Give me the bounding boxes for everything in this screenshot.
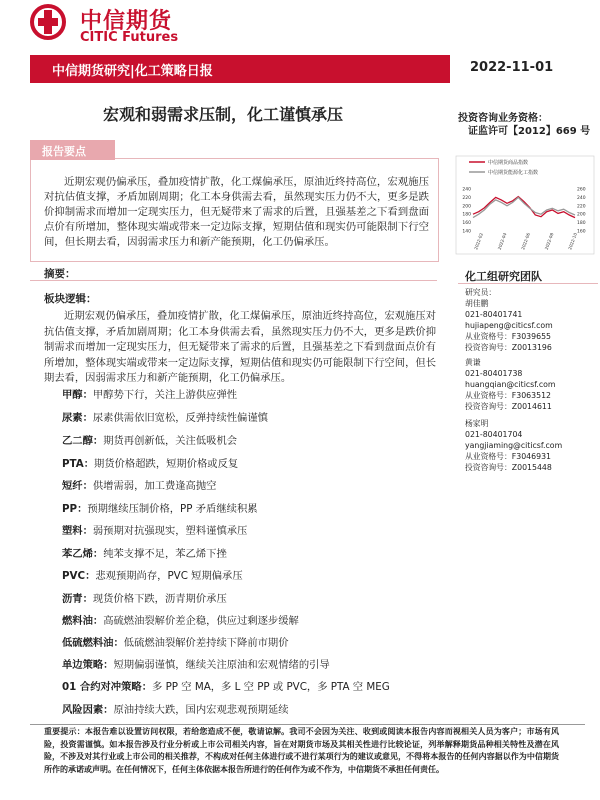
product-name: PTA： bbox=[62, 458, 95, 470]
product-view: 原油持续大跌，国内宏观悲观预期延续 bbox=[113, 704, 289, 716]
y-tick-right: 240 bbox=[577, 195, 586, 201]
product-name: 尿素： bbox=[62, 412, 93, 424]
citic-logo-icon bbox=[30, 4, 66, 40]
product-name: 燃料油： bbox=[62, 615, 104, 627]
product-view: 纯苯支撑不足，苯乙烯下挫 bbox=[103, 548, 227, 560]
product-item bbox=[62, 612, 299, 627]
team-member-line: 从业资格号：F3046931 bbox=[465, 452, 551, 461]
product-name: 沥青： bbox=[62, 593, 93, 605]
product-item bbox=[62, 567, 243, 582]
product-view: 低硫燃油裂解价差持续下降前市期价 bbox=[123, 637, 289, 649]
y-tick-right: 160 bbox=[577, 229, 586, 235]
product-view: 弱预期对抗强现实，塑料谨慎承压 bbox=[92, 525, 248, 537]
product-item bbox=[62, 386, 237, 401]
logo-cn: 中信期货 bbox=[80, 9, 173, 34]
team-member-line: 021-80401738 bbox=[465, 369, 523, 378]
y-tick-left: 160 bbox=[462, 221, 471, 227]
y-tick-right: 260 bbox=[577, 187, 586, 193]
license-number: 证监许可【2012】669 号 bbox=[468, 126, 591, 137]
sector-label: 板块逻辑： bbox=[44, 293, 97, 305]
product-view: 供增需弱，加工费逢高抛空 bbox=[92, 480, 217, 492]
product-item bbox=[62, 477, 216, 492]
qualification-label: 投资咨询业务资格： bbox=[458, 113, 548, 124]
disclaimer: 重要提示：本报告难以设置访问权限，若给您造成不便，敬请谅解。我司不会因为关注、收到或阅读本报告内容而视相关人员为客户；市场有风险，投资需谨慎。如本报告涉及行业分析或上市公司相关内容，旨在对期货市场及其相关性进行比较论证，列举解释期货品种相关特性及潜在风险，不涉及对其行业或上市公司的相关推荐，不构成对任何主体进行或不进行某项行为的建议或意见，不得将本报告的任何内容据以作为中信期货所作的承诺或声明。在任何情况下，任何主体依据本报告所进行的任何作为或不作为，中信期货不承担任何责任。 bbox=[44, 727, 559, 774]
product-name: 塑料： bbox=[62, 525, 93, 537]
team-member-line: 021-80401741 bbox=[465, 310, 523, 319]
x-tick: 2022-10 bbox=[567, 232, 578, 251]
team-member-line: 胡佳鹏 bbox=[465, 299, 489, 308]
product-view: 高硫燃油裂解价差企稳，供应过剩逐步缓解 bbox=[103, 615, 299, 627]
product-item bbox=[62, 678, 390, 693]
team-member-line: hujiapeng@citicsf.com bbox=[465, 321, 553, 330]
team-member-line: huangqian@citicsf.com bbox=[465, 380, 556, 389]
product-item bbox=[62, 701, 289, 716]
team-member-line: 黄谦 bbox=[465, 358, 481, 367]
x-tick: 2022-06 bbox=[520, 232, 531, 251]
team-member-line: 021-80401704 bbox=[465, 430, 523, 439]
product-item bbox=[62, 455, 238, 470]
product-name: PVC： bbox=[62, 570, 96, 582]
product-view: 甲醇势下行，关注上游供应弹性 bbox=[92, 389, 238, 401]
product-item bbox=[62, 500, 258, 515]
y-tick-right: 220 bbox=[577, 204, 586, 210]
product-name: 01 合约对冲策略： bbox=[62, 681, 152, 693]
product-name: 短纤： bbox=[62, 480, 93, 492]
product-name: 风险因素： bbox=[62, 704, 114, 716]
product-name: 乙二醇： bbox=[62, 435, 104, 447]
logo-en: CITIC Futures bbox=[80, 30, 179, 45]
x-tick: 2022-08 bbox=[543, 232, 555, 251]
team-member-line: 从业资格号：F3063512 bbox=[465, 391, 551, 400]
summary-divider bbox=[30, 266, 437, 281]
keypoints-label: 报告要点 bbox=[42, 145, 86, 158]
team-title: 化工组研究团队 bbox=[465, 270, 542, 283]
y-tick-left: 140 bbox=[462, 229, 471, 235]
product-view: 期货价格超跌，短期价格或反复 bbox=[94, 458, 239, 470]
product-item bbox=[62, 409, 268, 424]
banner-title: 中信期货研究|化工策略日报 bbox=[52, 64, 213, 79]
product-view: 尿素供需依旧宽松，反弹持续性偏谨慎 bbox=[92, 412, 268, 424]
x-tick: 2022-02 bbox=[473, 232, 484, 251]
product-item bbox=[62, 634, 289, 649]
y-tick-right: 180 bbox=[577, 221, 586, 227]
team-member-line: 从业资格号：F3039655 bbox=[465, 332, 551, 341]
disclaimer-divider bbox=[30, 724, 585, 725]
product-item bbox=[62, 522, 247, 537]
product-view: 短期偏弱谨慎，继续关注原油和宏观情绪的引导 bbox=[113, 659, 330, 671]
team-member-line: 杨家明 bbox=[465, 419, 489, 428]
keypoints-text: 近期宏观仍偏承压，叠加疫情扩散，化工煤偏承压，原油近终持高位，宏观施压对抗估值支撑，矛盾加剧周期；化工本身供需去看，虽然现实压力仍不大，更多是跌价抑制需求而增加一定现实压力，但无疑带来了需求的后置，且强基差之下看到盘面点价有所增加，整体现实端或带来一定边际支撑，短期估值和现实仍可能限制下行空间，但长期去看，因弱需求压力和新产能预期，化工仍偏承压。 bbox=[44, 176, 429, 248]
product-item bbox=[62, 545, 227, 560]
team-member-line: 研究员： bbox=[465, 288, 497, 297]
y-tick-left: 220 bbox=[462, 195, 471, 201]
team-member-line: yangjiaming@citicsf.com bbox=[465, 441, 563, 450]
product-view: 现货价格下跌，沥青期价承压 bbox=[92, 593, 227, 605]
summary-label: 摘要： bbox=[44, 268, 76, 280]
series-line bbox=[473, 197, 575, 218]
keypoints-tag bbox=[30, 140, 115, 160]
product-item bbox=[62, 432, 237, 447]
product-name: PP： bbox=[62, 503, 88, 515]
product-item bbox=[62, 590, 227, 605]
index-chart bbox=[455, 155, 595, 255]
product-view: 悲观预期尚存，PVC 短期偏承压 bbox=[95, 570, 243, 582]
y-tick-left: 240 bbox=[462, 187, 471, 193]
product-item bbox=[62, 656, 330, 671]
series-line bbox=[473, 197, 575, 217]
report-title: 宏观和弱需求压制，化工谨慎承压 bbox=[103, 105, 344, 124]
report-date: 2022-11-01 bbox=[470, 60, 554, 75]
y-tick-left: 200 bbox=[462, 204, 471, 210]
team-member-line: 投资咨询号：Z0013196 bbox=[465, 343, 552, 352]
product-name: 低硫燃料油： bbox=[62, 637, 124, 649]
y-tick-right: 200 bbox=[577, 212, 586, 218]
product-name: 单边策略： bbox=[62, 659, 114, 671]
legend-label: 中信期货商品指数 bbox=[488, 160, 529, 166]
product-view: 期货再创新低，关注低吸机会 bbox=[103, 435, 238, 447]
team-divider bbox=[458, 283, 598, 284]
product-name: 甲醇： bbox=[62, 389, 93, 401]
team-member-line: 投资咨询号：Z0015448 bbox=[465, 463, 552, 472]
team-member-line: 投资咨询号：Z0014611 bbox=[465, 402, 552, 411]
product-view: 预期继续压制价格，PP 矛盾继续积累 bbox=[87, 503, 258, 515]
y-tick-left: 180 bbox=[462, 212, 471, 218]
legend-label: 中信期货能源化工指数 bbox=[488, 170, 539, 176]
product-view: 多 PP 空 MA，多 L 空 PP 或 PVC，多 PTA 空 MEG bbox=[152, 681, 390, 693]
x-tick: 2022-04 bbox=[496, 232, 508, 251]
product-name: 苯乙烯： bbox=[62, 548, 104, 560]
sector-text: 近期宏观仍偏承压，叠加疫情扩散，化工煤偏承压，原油近终持高位，宏观施压对抗估值支撑，矛盾加剧周期；化工本身供需去看，虽然现实压力仍不大，更多是跌价抑制需求而增加一定现实压力，但无疑带来了需求的后置，且强基差之下看到盘面点价有所增加，整体现实端或带来一定边际支撑，短期估值和现实仍可能限制下行空间，但长期去看，因弱需求压力和新产能预期，化工仍偏承压。 bbox=[44, 310, 436, 384]
